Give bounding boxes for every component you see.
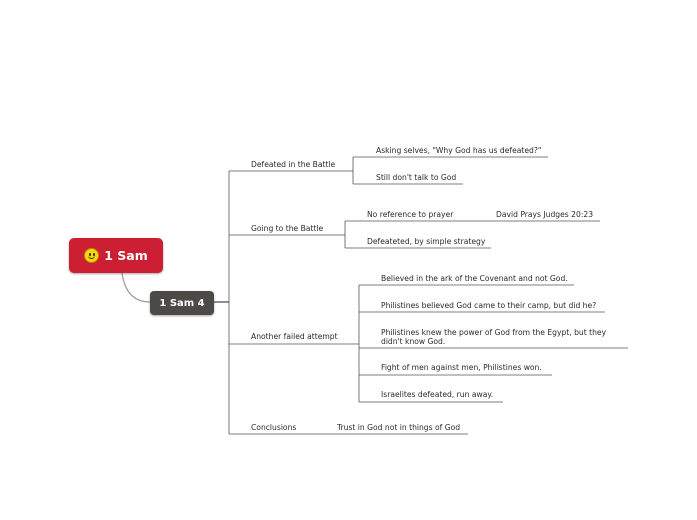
subtopic[interactable]: Still don't talk to God: [376, 173, 457, 182]
root-topic-label: 1 Sam: [104, 248, 148, 263]
root-topic[interactable]: [69, 238, 163, 273]
subtopic[interactable]: David Prays Judges 20:23: [496, 210, 594, 219]
central-topic[interactable]: [150, 291, 214, 315]
branch-another-failed-attempt[interactable]: Another failed attempt: [251, 332, 338, 341]
subtopic[interactable]: Fight of men against men, Philistines won.: [381, 363, 542, 372]
subtopic[interactable]: Philistines believed God came to their camp, but did he?: [381, 301, 597, 310]
subtopic[interactable]: No reference to prayer: [367, 210, 454, 219]
subtopic[interactable]: Believed in the ark of the Covenant and not God.: [381, 274, 568, 283]
subtopic[interactable]: Israelites defeated, run away.: [381, 390, 494, 399]
central-topic-label: 1 Sam 4: [159, 297, 205, 309]
branch-conclusions[interactable]: Conclusions: [251, 423, 297, 432]
subtopic[interactable]: Philistines knew the power of God from the Egypt, but they didn't know God.: [381, 328, 607, 346]
branch-defeated-in-the-battle[interactable]: Defeated in the Battle: [251, 160, 336, 169]
root-connector: [122, 273, 150, 302]
subtopic[interactable]: Asking selves, "Why God has us defeated?": [376, 146, 542, 155]
subtopic[interactable]: Trust in God not in things of God: [337, 423, 461, 432]
subtopic[interactable]: Defeateted, by simple strategy: [367, 237, 486, 246]
smiley-icon: [84, 248, 99, 263]
branch-going-to-the-battle[interactable]: Going to the Battle: [251, 224, 324, 233]
